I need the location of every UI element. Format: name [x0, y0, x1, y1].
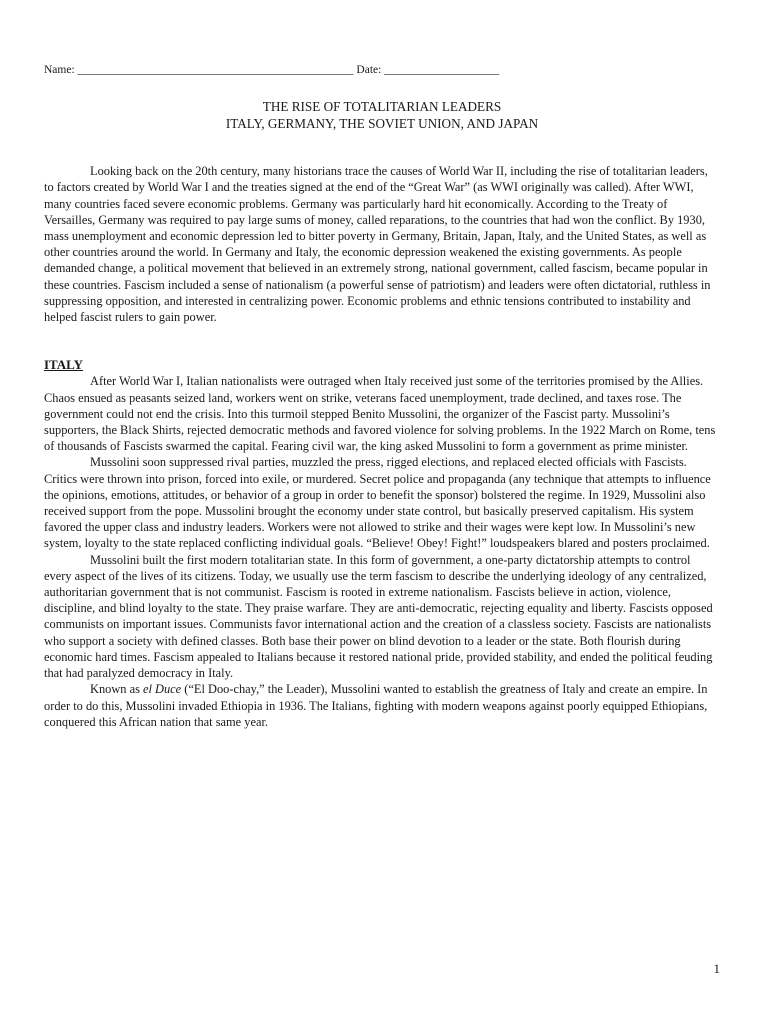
page-body: [44, 62, 720, 730]
name-date-line: Name: ________________________________________________ Date: ____________________: [44, 64, 500, 76]
p4-text-before: Known as: [90, 682, 143, 697]
el-duce-term: el Duce: [143, 682, 182, 697]
italy-paragraph-4: [44, 681, 720, 730]
italy-paragraph-3: Mussolini built the first modern totalitarian state. In this form of government, a one-party dictatorship attempts to control every aspect of the lives of its citizens. Today, we usually use the term fascism to describe the underlying ideology of any centralized, authoritarian government that is not communist. Fascism is rooted in extreme nationalism. Fascists believe in action, violence, discipline, and blind loyalty to the state. They praise warfare. They are anti-democratic, rejecting equality and liberty. Fascists opposed communists on important issues. Communists favor international action and the creation of a classless society. Fascists are nationalists who support a society with defined classes. Both base their power on blind devotion to a leader or the state. Both flourish during economic hard times. Fascism appealed to Italians because it restored national pride, provided stability, and ended the political feuding that had paralyzed democracy in Italy.: [44, 552, 713, 681]
intro-paragraph: Looking back on the 20th century, many historians trace the causes of World War II, including the rise of totalitarian leaders, to factors created by World War I and the treaties signed at the end of the “Great War” (as WWI originally was called). After WWI, many countries faced severe economic problems. Germany was particularly hard hit economically. According to the Treaty of Versailles, Germany was required to pay large sums of money, called reparations, to the countries that had won the conflict. By 1930, mass unemployment and economic depression led to bitter poverty in Germany, Britain, Japan, Italy, and the United States, as well as other countries around the world. In Germany and Italy, the economic depression weakened the existing governments. As people demanded change, a political movement that believed in an extremely strong, national government, called fascism, became popular in these countries. Fascism included a sense of nationalism (a powerful sense of patriotism) and leaders were often dictatorial, ruthless in suppressing opposition, and interested in centralizing power. Economic problems and ethnic tensions contributed to instability and helped fascist rulers to gain power.: [44, 164, 711, 325]
page-number: 1: [713, 961, 720, 976]
title-line-2: ITALY, GERMANY, THE SOVIET UNION, AND JAPAN: [225, 115, 539, 131]
section-heading-italy: ITALY: [44, 357, 84, 373]
document-title: [44, 99, 720, 132]
italy-paragraph-1: After World War I, Italian nationalists were outraged when Italy received just some of the territories promised by the Allies. Chaos ensued as peasants seized land, workers went on strike, veterans faced unemployment, trade declined, and taxes rose. The government could not end the crisis. Into this turmoil stepped Benito Mussolini, the organizer of the Fascist party. Mussolini’s supporters, the Black Shirts, rejected democratic methods and favored violence for solving problems. In the 1922 March on Rome, tens of thousands of Fascists swarmed the capital. Fearing civil war, the king asked Mussolini to form a government as prime minister.: [44, 374, 716, 454]
italy-paragraph-2: Mussolini soon suppressed rival parties, muzzled the press, rigged elections, and replaced elected officials with Fascists. Critics were thrown into prison, forced into exile, or murdered. Secret police and propaganda (any technique that attempts to influence the opinions, emotions, attitudes, or behavior of a group in order to benefit the sponsor) bolstered the regime. In 1929, Mussolini also received support from the pope. Mussolini brought the economy under state control, but basically preserved capitalism. His system favored the upper class and industry leaders. Workers were not allowed to strike and their wages were kept low. In Mussolini’s new system, loyalty to the state replaced conflicting individual goals. “Believe! Obey! Fight!” loudspeakers blared and posters proclaimed.: [44, 455, 711, 551]
p4-text-after: (“El Doo-chay,” the Leader), Mussolini wanted to establish the greatness of Italy and create an empire. In order to do this, Mussolini invaded Ethiopia in 1936. The Italians, fighting with modern weapons against poorly equipped Ethiopians, conquered this African nation that same year.: [44, 682, 708, 729]
title-line-1: THE RISE OF TOTALITARIAN LEADERS: [262, 99, 502, 115]
